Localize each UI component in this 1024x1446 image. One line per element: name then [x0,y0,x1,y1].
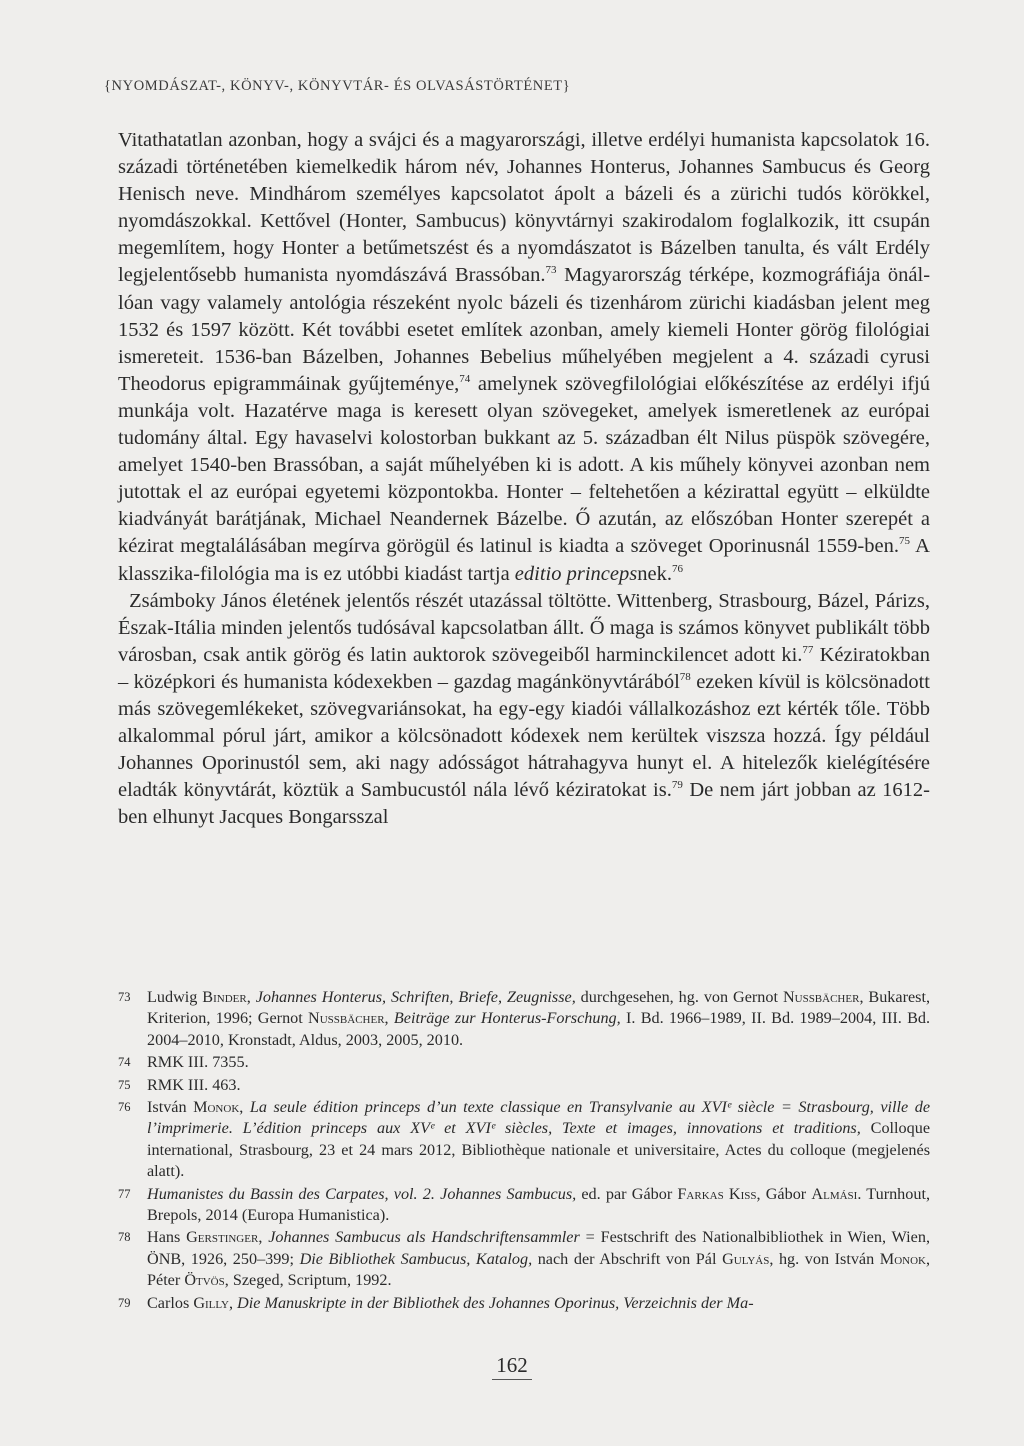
footnote-78: 78 Hans Gerstinger, Johannes Sambucus als Handschriftensammler = Festschrift des Nationalbibliothek in Wien, Wien, ÖNB, 1926, 250–399; Die Bibliothek Sambucus, Katalog, nach der Abschrift von Pál Gulyás, hg. von István Monok, Péter Ötvös, Szeged, Scriptum, 1992. [118,1228,931,1290]
footnote-ref-79[interactable]: 79 [671,779,683,792]
footnote-ref-75[interactable]: 75 [898,535,910,548]
footnotes [118,987,930,1315]
footnote-76: 76 István Monok, La seule édition princeps d’un texte classique en Transylvanie au XVIᵉ siècle = Strasbourg, ville de l’imprimerie. L’édition princeps aux XVᵉ et XVIᵉ siècles, Texte et images, innovations et traditions, Colloque international, Strasbourg, 23 et 24 mars 2012, Bibliothèque nationale et universitaire, Actes du colloque (megjelenés alatt). [118,1098,931,1181]
footnote-ref-73[interactable]: 73 [545,264,557,277]
footnote-number: 78 [118,1230,131,1245]
paragraph-2: Zsámboky János életének jelentős részét utazással töltötte. Wittenberg, Strasbourg, Bázel, Párizs, Észak-Itália minden jelentős tudósával kapcsolatban állt. Ő maga is számos könyvet publikált több városban, csak antik görög és latin auktorok szövegeiből harminckilencet adott ki.$^{77}$ Kéziratokban – középkori és humanista kódexekben – gazdag magánkönyvtárából$^{78}$ ezeken kívül is kölcsönadott más szövegemlékeket, szövegvariánsokat, ha egy-egy kiadói vállalkozáshoz ezt kérték tőle. Több alkalommal pórul járt, amikor a kölcsönadott kódexek nem kerültek viszsza hozzá. Így például Johannes Oporinustól sem, aki nagy adósságot hátrahagyva hunyt el. A hitelezők kielégítésére eladták könyvtárát, köztük a Sambucustól nála lévő kéziratokat is.$^{79}$ De nem járt jobban az 1612-ben elhunyt Jacques Bongarsszal [118,589,931,829]
paragraph-1: Vitathatatlan azonban, hogy a svájci és a magyarországi, illetve erdélyi humanista kapcsolatok 16. századi történetében kiemelkedik három név, Johannes Honterus, Johannes Sambucus és Georg Henisch neve. Mindhárom személyes kapcsolatot ápolt a bázeli és a zürichi tudós körökkel, nyomdászokkal. Kettővel (Honter, Sambucus) könyvtárnyi szakirodalom foglalkozik, itt csupán megemlítem, hogy Honter a betűmetszést és a nyomdászatot is Bázelben tanulta, és vált Erdély legjelentősebb humanista nyomdászává Brassóban.$^{73}$ Magyarország térképe, kozmográfiája önállóan vagy valamely antológia részeként nyolc bázeli és tizenhárom zürichi kiadásban jelent meg 1532 és 1597 között. Két további esetet említek azonban, amely kiemeli Honter görög filológiai ismereteit. 1536-ban Bázelben, Johannes Bebelius műhelyében megjelent a 4. századi cyrusi Theodorus epigrammáinak gyűjteménye,$^{74}$ amelynek szövegfilológiai előkészítése az erdélyi ifjú munkája volt. Hazatérve maga is keresett olyan szövegeket, amelyek ismeretlenek az európai tudomány által. Egy havaselvi kolostorban bukkant az 5. században élt Nilus püspök szövegére, amelyet 1540-ben Brassóban, a saját műhelyében ki is adott. A kis műhely könyvei azonban nem jutottak el az európai egyetemi központokba. Honter – feltehetően a kézirattal együtt – elküldte kiadványát barátjának, Michael Neandernek Bázelbe. Ő azután, az előszóban Honter szerepét a kézirat megtalálásában megírva görögül és latinul is kiadta a szöveget Oporinusnál 1559-ben.$^{75}$ A klasszika-filológia ma is ez utóbbi kiadást tartja editio princepsnek.$^{76}$ [118,129,931,585]
footnote-ref-76[interactable]: 76 [671,562,683,575]
footnote-75: 75 RMK III. 463. [118,1075,930,1096]
footnote-number: 74 [118,1055,131,1070]
footnote-ref-77[interactable]: 77 [802,643,814,656]
footnote-number: 75 [118,1077,131,1092]
page-number: 162 [0,1353,1024,1378]
footnote-ref-74[interactable]: 74 [459,372,471,385]
footnote-number: 76 [118,1100,131,1115]
footnote-number: 73 [118,990,131,1004]
footnote-79: 79 Carlos Gilly, Die Manuskripte in der Bibliothek des Johannes Oporinus, Verzeichnis der Ma- [118,1293,930,1314]
main-text [118,127,930,831]
running-head: {NYOMDÁSZAT-, KÖNYV-, KÖNYVTÁR- ÉS OLVASÁSTÖRTÉNET} [104,78,571,94]
footnote-number: 77 [118,1186,131,1201]
footnote-73: 73 Ludwig Binder, Johannes Honterus, Schriften, Briefe, Zeugnisse, durchgesehen, hg. von Gernot Nussbächer, Bukarest, Kriterion, 1996; Gernot Nussbächer, Beiträge zur Honterus-Forschung, I. Bd. 1966–1989, II. Bd. 1989–2004, III. Bd. 2004–2010, Kronstadt, Aldus, 2003, 2005, 2010. [118,988,931,1049]
footnote-77: 77 Humanistes du Bassin des Carpates, vol. 2. Johannes Sambucus, ed. par Gábor Farkas Kiss, Gábor Almási. Turnhout, Brepols, 2014 (Europa Humanistica). [118,1184,931,1225]
footnote-74: 74 RMK III. 7355. [118,1052,930,1073]
footnote-ref-78[interactable]: 78 [679,670,691,683]
footnote-number: 79 [118,1295,131,1310]
